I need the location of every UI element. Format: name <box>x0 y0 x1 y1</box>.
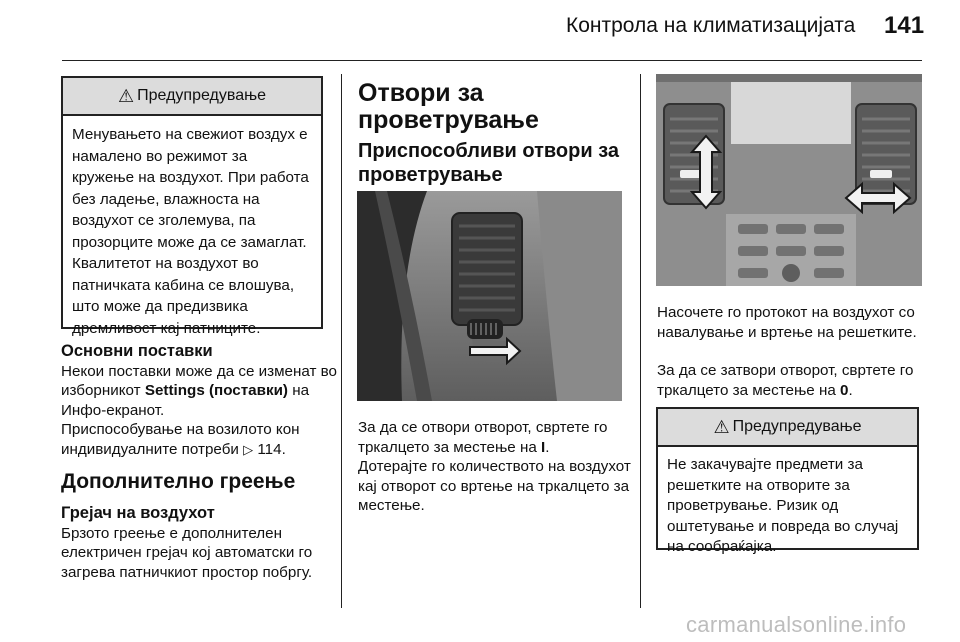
warning-triangle-icon: ⚠ <box>118 85 135 106</box>
photo-center-air-vents <box>656 74 922 286</box>
open-vent-text: За да се отвори отворот, свртете го тркалцето за местење на <box>358 419 608 456</box>
personalisation-paragraph <box>61 420 337 459</box>
subsection-title-adjustable-vents: Приспособливи отвори за проветрување <box>358 140 620 186</box>
column-divider-2 <box>640 74 641 608</box>
header-rule <box>62 60 922 61</box>
warning-label: Предупредување <box>732 418 862 435</box>
adjust-airflow-text: Дотерајте го количеството на воздухот кај отворот со вртење на тркалцето за местење. <box>358 458 631 514</box>
warning-header <box>63 78 321 116</box>
watermark: carmanualsonline.info <box>686 612 907 637</box>
warning-text: Не закачувајте предмети за решетките на отворите за проветрување. Ризик од оштетување и повреда во случај на сообраќајка. <box>667 456 899 555</box>
warning-box-vents <box>656 407 919 555</box>
basic-settings-paragraph <box>61 362 337 421</box>
settings-menu-name: Settings (поставки) <box>144 382 288 399</box>
air-heater-section <box>61 504 337 582</box>
close-symbol: 0 <box>840 381 849 399</box>
additional-heating-heading: Дополнително греење <box>61 470 296 493</box>
close-vent-paragraph: За да се затвори отворот, свртете го тркалцето за местење на 0. <box>657 362 914 399</box>
warning-header <box>658 409 917 447</box>
basic-settings-text-2: на Инфо-екранот. <box>61 382 310 419</box>
close-vent-text: За да се затвори отворот, свртете го тркалцето за местење на <box>657 362 914 399</box>
warning-triangle-icon: ⚠ <box>713 416 730 437</box>
warning-text: Менувањето на свежиот воздух е намалено во режимот за кружење на воздухот. При работа без ладење, влажноста на воздухот се зголемува, па прозорците може да се замаглат. Квалитетот на воздухот во патничката кабина се влошува, што може да предизвика дремливост кај патниците. <box>72 126 309 337</box>
page-reference-arrow-icon[interactable]: ▷ <box>243 441 254 457</box>
column-divider-1 <box>341 74 342 608</box>
warning-label: Предупредување <box>137 87 266 104</box>
warning-box-recirculation <box>61 76 323 337</box>
basic-settings-heading: Основни поставки <box>61 342 213 360</box>
air-heater-text: Брзото греење е дополнителен електричен грејач кој автоматски го загрева патничкиот простор побргу. <box>61 524 313 581</box>
open-vent-paragraph: За да се отвори отворот, свртете го тркалцето за местење на I. <box>358 419 608 456</box>
basic-settings-text: Некои поставки може да се изменат во изборникот <box>61 362 337 399</box>
photo-side-air-vent <box>357 191 622 401</box>
open-symbol: I <box>541 438 546 456</box>
page-reference[interactable]: 114. <box>257 440 286 458</box>
basic-settings-section <box>61 342 337 459</box>
air-heater-heading: Грејач на воздухот <box>61 504 215 522</box>
running-header-title: Контрола на климатизацијата <box>566 14 856 37</box>
personalisation-text: Приспособување на возилото кон индивидуалните потреби <box>61 421 300 458</box>
page-number: 141 <box>884 12 925 39</box>
section-title-vents: Отвори за проветрување <box>358 79 539 134</box>
direct-airflow-text: Насочете го протокот на воздухот со навалување и вртење на решетките. <box>657 304 917 341</box>
